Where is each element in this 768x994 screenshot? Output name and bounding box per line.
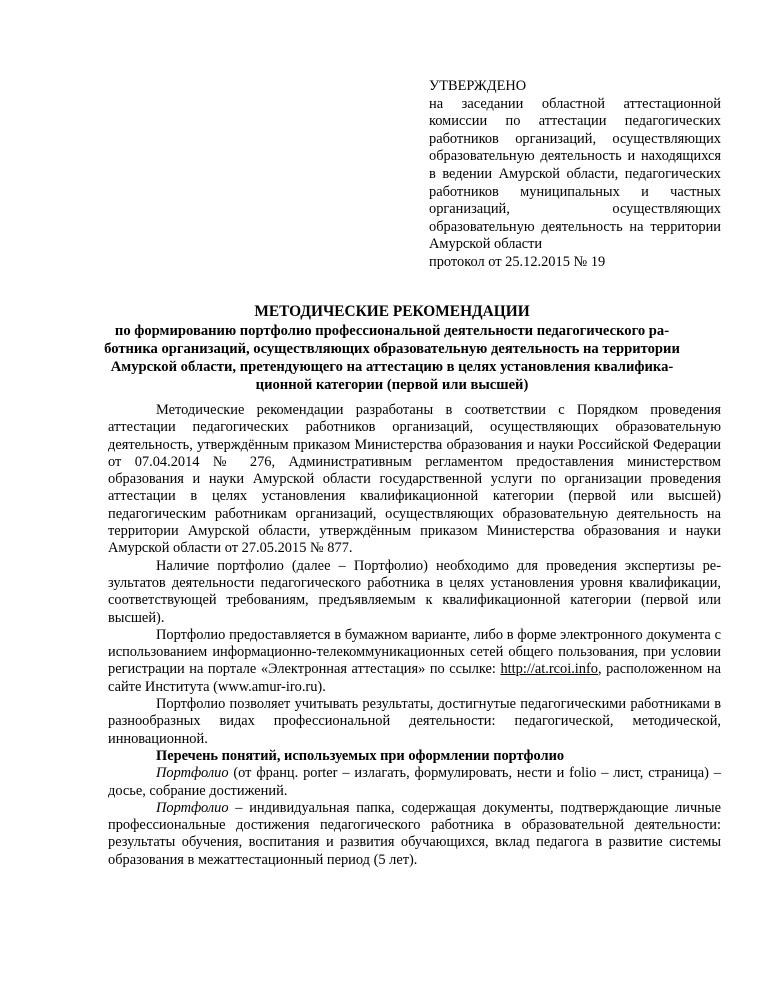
paragraph-legal-basis: Методические рекомендации разработаны в соответствии с Порядком проведения аттестации педагогических работников организаций, осуществляющих образовательную деятельность, утверждённым приказом Министерства образования и науки Российской Федерации от 07.04.2014 № 276, Административным регламентом предоставления министерством образования и науки Амурской области государственной услуги по организации проведения аттестации в целях установления квалификационной категории (первой или высшей) педагогическим работникам организаций, осуществляющих образовательную деятельность на территории Амурской области, утверждённым приказом Министерства образования и науки Амурской области от 27.05.2015 № 877. (108, 402, 721, 557)
definition-2-text: – индивидуальная папка, содержащая документы, подтверждающие личные профессиональные достижения педагогического работника в образовательной деятельности: результаты обучения, воспитания и развития обучающихся, вклад педагога в развитие системы образования в межаттестационный период (5 лет). (108, 799, 721, 868)
concepts-heading: Перечень понятий, используемых при оформлении портфолио (156, 747, 565, 764)
document-title-block (100, 303, 684, 394)
approval-protocol: протокол от 25.12.2015 № 19 (429, 253, 606, 270)
approval-label: УТВЕРЖДЕНО (429, 78, 527, 94)
portal-link[interactable]: http://at.rcoi.info (500, 661, 598, 678)
approval-text: на заседании областной аттестационной комиссии по аттестации педагогических работников организаций, осуществляющих образовательную деятельность и находящихся в ведении Амурской области, педагогических работников муниципальных и частных организаций, осуществляющих образовательную деятельность на территории Амурской области (429, 95, 721, 253)
paragraph-portfolio-purpose: Наличие портфолио (далее – Портфолио) необходимо для проведения экспертизы результатов деятельности педагогического работника в целях установления уровня квалификации, соответствующей требованиям, предъявляемым к квалификационной категории (первой или высшей). (108, 557, 721, 626)
document-subtitle: по формированию портфолио профессиональной деятельности педагогического работника организаций, осуществляющих образовательную деятельность на территории Амурской области, претендующего на аттестацию в целях установления квалификационной категории (первой или высшей) (104, 323, 680, 393)
paragraph-portfolio-results: Портфолио позволяет учитывать результаты, достигнутые педагогическими работниками в разнообразных видах профессиональной деятельности: педагогической, методической, инновационной. (108, 696, 721, 747)
submission-text-before: Портфолио предоставляется в бумажном варианте, либо в форме электронного документа с использованием информационно-телекоммуникационных сетей общего пользования, при условии регистрации на портале «Электронная аттестация» по ссылке: (108, 626, 721, 678)
definition-1 (108, 765, 721, 800)
document-body (108, 402, 721, 869)
document-title: МЕТОДИЧЕСКИЕ РЕКОМЕНДАЦИИ (254, 303, 530, 320)
paragraph-portfolio-submission (108, 627, 721, 696)
definition-1-term: Портфолио (156, 765, 229, 782)
submission-text-after: , расположенном на сайте Института (www.amur-iro.ru). (108, 661, 721, 695)
definition-2 (108, 800, 721, 869)
approval-stamp (429, 78, 721, 272)
definition-1-text: (от франц. porter – излагать, формулировать, нести и folio – лист, страница) – досье, собрание достижений. (108, 765, 721, 799)
definition-2-term: Портфолио (156, 799, 229, 816)
